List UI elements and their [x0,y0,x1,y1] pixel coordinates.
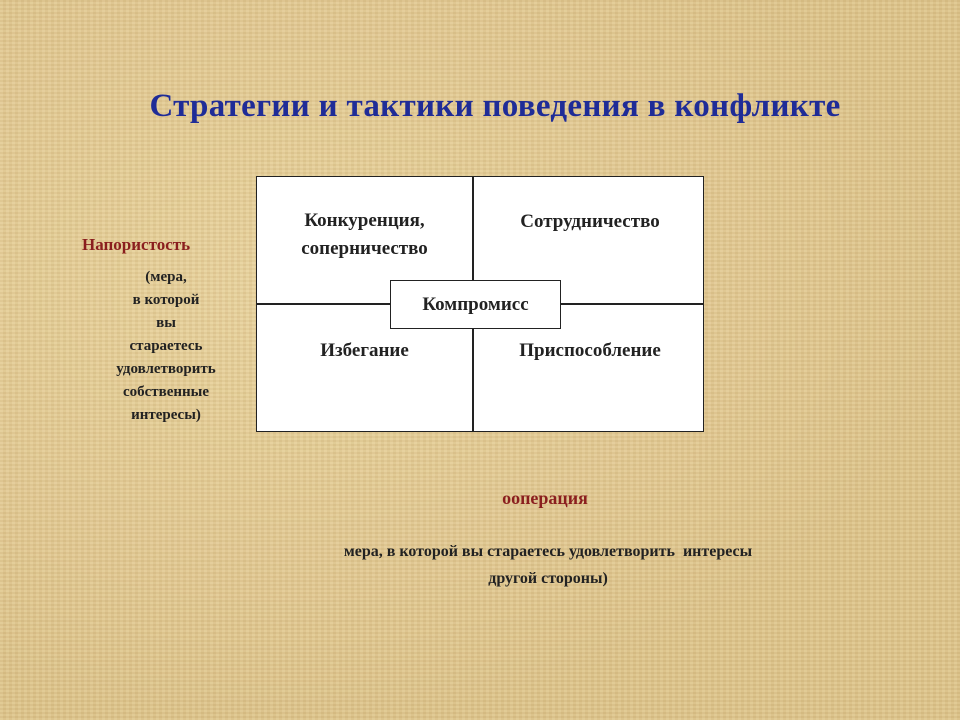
assertiveness-desc-line: вы [156,315,176,331]
assertiveness-desc-line: в которой [132,292,200,308]
assertiveness-desc-line: интересы) [131,407,201,423]
competition-label-line: соперничество [301,238,428,259]
assertiveness-desc-line: (мера, [145,269,187,285]
assertiveness-desc-line: удовлетворить [116,361,216,377]
assertiveness-heading: Напористость [82,235,191,254]
cooperation-desc-line: другой стороны) [488,570,608,587]
cooperation-heading: ооперация [502,488,588,508]
slide-title: Стратегии и тактики поведения в конфликте [149,88,841,124]
cell-competition [267,207,462,263]
assertiveness-desc-line: собственные [122,384,210,400]
cell-accommodation: Приспособление [519,340,661,361]
cell-avoidance: Избегание [320,340,409,361]
assertiveness-desc-line: стараетесь [129,338,203,354]
strategy-grid [256,176,704,432]
cell-compromise: Компромисс [390,280,561,329]
cell-collaboration: Сотрудничество [520,211,660,232]
competition-label-line: Конкуренция, [304,210,425,231]
assertiveness-description [96,266,236,427]
cooperation-description [268,538,828,592]
cooperation-desc-line: мера, в которой вы стараетесь удовлетворить интересы [343,543,753,560]
